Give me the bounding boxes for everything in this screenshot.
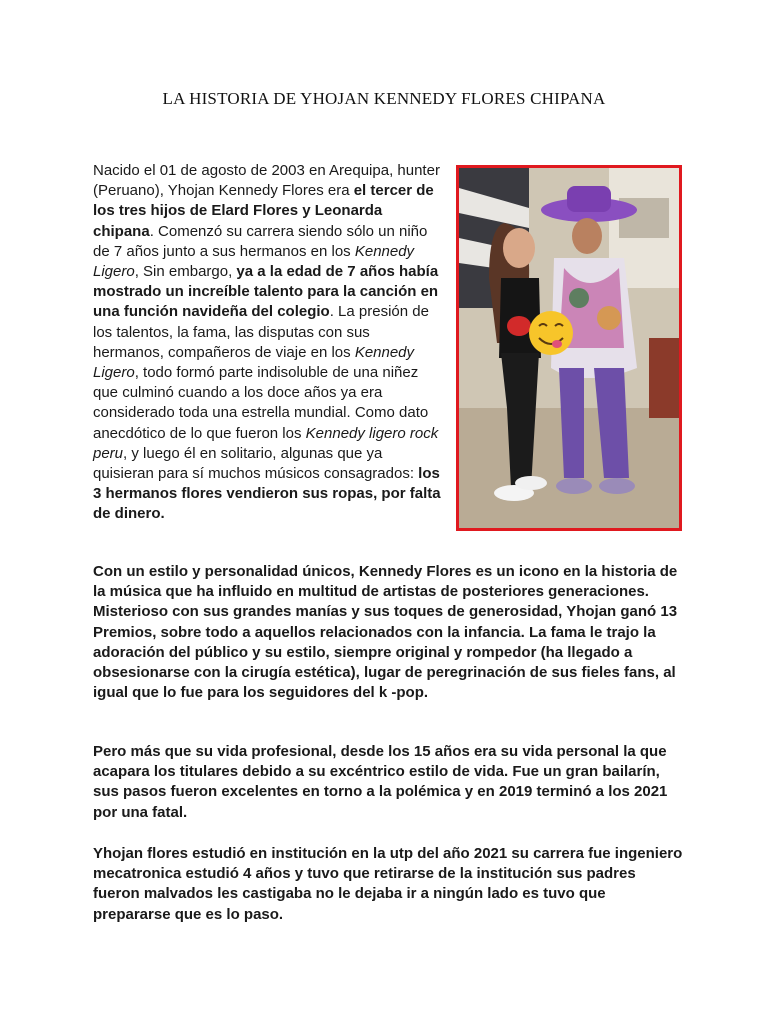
italic-span: Kennedy Ligero xyxy=(93,242,415,281)
photo-frame xyxy=(456,165,682,531)
text-span: Nacido el 01 de agosto de 2003 en Arequipa, hunter (Peruano), Yhojan Kennedy Flores era xyxy=(93,162,440,200)
paragraph-4: Yhojan flores estudió en institución en la utp del año 2021 su carrera fue ingeniero mecatronica estudió 4 años y tuvo que retirarse de la institución sus padres fueron malvados les castigaba no le dejaba ir a ningún lado es tuvo que prepararse que es lo paso. xyxy=(93,845,683,923)
italic-span: Kennedy ligero rock peru xyxy=(93,424,439,462)
text-span: . Comenzó su carrera siendo sólo un niño de 7 años junto a sus hermanos en los xyxy=(93,222,428,260)
photo-illustration xyxy=(459,168,679,528)
text-span: , y luego él en solitario, algunas que ya quisieran para sí muchos músicos consagrados: xyxy=(93,444,419,483)
paragraph-1 xyxy=(93,161,443,525)
page-title: LA HISTORIA DE YHOJAN KENNEDY FLORES CHIPANA xyxy=(162,89,606,108)
bold-span: el tercer de los tres hijos de Elard Flores y Leonarda chipana xyxy=(93,182,434,240)
paragraph-3: Pero más que su vida profesional, desde los 15 años era su vida personal la que acapara los titulares debido a su excéntrico estilo de vida. Fue un gran bailarín, sus pasos fueron excelentes en torno a la polémica y en 2019 terminó a los 2021 por una fatal. xyxy=(93,743,668,821)
bold-span: los 3 hermanos flores vendieron sus ropas, por falta de dinero. xyxy=(93,465,441,523)
italic-span: Kennedy Ligero xyxy=(93,343,415,382)
text-span: , Sin embargo, xyxy=(134,263,237,281)
paragraph-2: Con un estilo y personalidad únicos, Kennedy Flores es un icono en la historia de la música que ha influido en multitud de artistas de posteriores generaciones. Misterioso con sus grandes manías y sus toques de generosidad, Yhojan ganó 13 Premios, sobre todo a aquellos relacionados con la infancia. La fama le trajo la adoración del público y su estilo, siempre original y rompedor (ha llegado a obsesionarse con la cirugía estética), lugar de peregrinación de sus fieles fans, al igual que lo fue para los seguidores del k -pop. xyxy=(93,563,678,702)
text-span: . La presión de los talentos, la fama, las disputas con sus hermanos, compañeros de viaje en los xyxy=(93,303,429,361)
text-span: , todo formó parte indisoluble de una niñez que culminó cuando a los doce años ya era considerado toda una estrella mundial. Como dato anecdótico de lo que fueron los xyxy=(93,364,429,442)
bold-span: ya a la edad de 7 años había mostrado un increíble talento para la canción en una función navideña del colegio xyxy=(93,263,439,321)
